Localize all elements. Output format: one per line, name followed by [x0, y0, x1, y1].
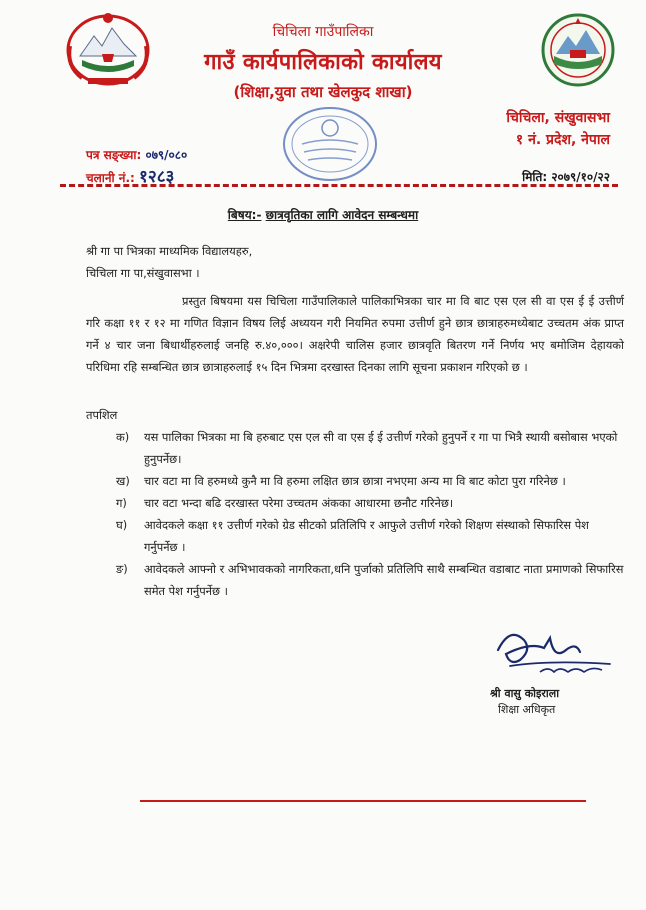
- body-paragraph-text: प्रस्तुत बिषयमा यस चिचिला गाउँपालिकाले पालिकाभित्रका चार मा वि बाट एस एल सी वा एस ई ई उत्तीर्ण गरि कक्षा ११ र १२ मा गणित विज्ञान विषय लिई अध्ययन गरी नियमित रुपमा उत्तीर्ण हुने छात्र छात्राहरुमध्येबाट उच्चतम अंक प्राप्त गर्ने ४ चार जना बिधार्थीहरुलाई जनहि रु.४०,०००। अक्षरेपी चालिस हजार छात्रवृति बितरण गर्ने निर्णय भए बमोजिम देहायको परिधिमा रहि सम्बन्धित छात्र छात्राहरुलाई १५ दिन भित्रमा दरखास्त दिनका लागि सूचना प्रकाशन गरिएको छ ।: [86, 294, 624, 374]
- letterhead-municipality-name: चिचिला गाउँपालिका: [272, 24, 374, 40]
- list-item: [116, 470, 626, 492]
- letter-number-value: ०७९/०८०: [145, 148, 188, 162]
- dispatch-number-value: १२८३: [139, 167, 175, 187]
- list-item-marker: ग): [116, 496, 127, 510]
- list-item-marker: क): [116, 430, 130, 444]
- details-heading: तपशिल: [86, 408, 118, 422]
- list-item-marker: ङ): [116, 562, 128, 576]
- letter-date: [522, 168, 610, 185]
- list-item-text: आवेदकले आफ्नो र अभिभावकको नागरिकता,धनि पुर्जाको प्रतिलिपि साथै सम्बन्धित वडाबाट नाता प्रमाणको सिफारिस समेत पेश गर्नुपर्नेछ ।: [144, 562, 624, 598]
- list-item: [116, 558, 626, 602]
- footer-divider: [140, 800, 586, 802]
- signatory-name: श्री वासु कोइराला: [490, 687, 560, 700]
- addressee-line-2: चिचिला गा पा,संखुवासभा ।: [86, 266, 200, 280]
- signatory-title: शिक्षा अधिकृत: [498, 703, 556, 716]
- office-stamp-icon: [278, 104, 382, 184]
- body-paragraph: [86, 290, 624, 378]
- list-item-text: चार वटा भन्दा बढि दरखास्त परेमा उच्चतम अंकका आधारमा छनौट गरिनेछ।: [144, 496, 454, 510]
- list-item-text: यस पालिका भित्रका मा बि हरुबाट एस एल सी वा एस ई ई उत्तीर्ण गरेको हुनुपर्ने र गा पा भित्रै स्थायी बसोबास भएको हुनुपर्नेछ।: [144, 430, 618, 466]
- addressee-block: [86, 240, 252, 284]
- list-item-marker: ख): [116, 474, 130, 488]
- details-list: [116, 426, 626, 602]
- subject-text: छात्रवृतिका लागि आवेदन सम्बन्धमा: [265, 208, 419, 222]
- list-item-text: आवेदकले कक्षा ११ उत्तीर्ण गरेको ग्रेड सीटको प्रतिलिपि र आफुले उत्तीर्ण गरेको शिक्षण संस्थाको सिफारिस पेश गर्नुपर्नेछ ।: [144, 518, 589, 554]
- dispatch-number-label: चलानी नं.:: [86, 171, 135, 185]
- header-divider: [60, 184, 618, 187]
- letter-number: [86, 146, 187, 163]
- letterhead-section-name: (शिक्षा,युवा तथा खेलकुद शाखा): [233, 83, 413, 101]
- letter-number-label: पत्र सङ्ख्या:: [86, 148, 142, 162]
- date-value: २०७९/१०/२२: [551, 170, 610, 184]
- list-item: [116, 514, 626, 558]
- signature-icon: [480, 620, 620, 682]
- list-item-marker: घ): [116, 518, 128, 532]
- subject-label: बिषय:-: [227, 208, 262, 222]
- list-item-text: चार वटा मा वि हरुमध्ये कुनै मा वि हरुमा लक्षित छात्र छात्रा नभएमा अन्य मा वि बाट कोटा पुरा गरिनेछ ।: [144, 474, 566, 488]
- addressee-line-1: श्री गा पा भित्रका माध्यमिक विद्यालयहरु,: [86, 244, 253, 258]
- subject-line: [0, 206, 646, 223]
- address-line-2: १ नं. प्रदेश, नेपाल: [515, 132, 610, 148]
- list-item: [116, 426, 626, 470]
- date-label: मिति:: [522, 170, 548, 184]
- list-item: [116, 492, 626, 514]
- letterhead-office-name: गाउँ कार्यपालिकाको कार्यालय: [204, 50, 442, 75]
- address-line-1: चिचिला, संखुवासभा: [506, 110, 610, 126]
